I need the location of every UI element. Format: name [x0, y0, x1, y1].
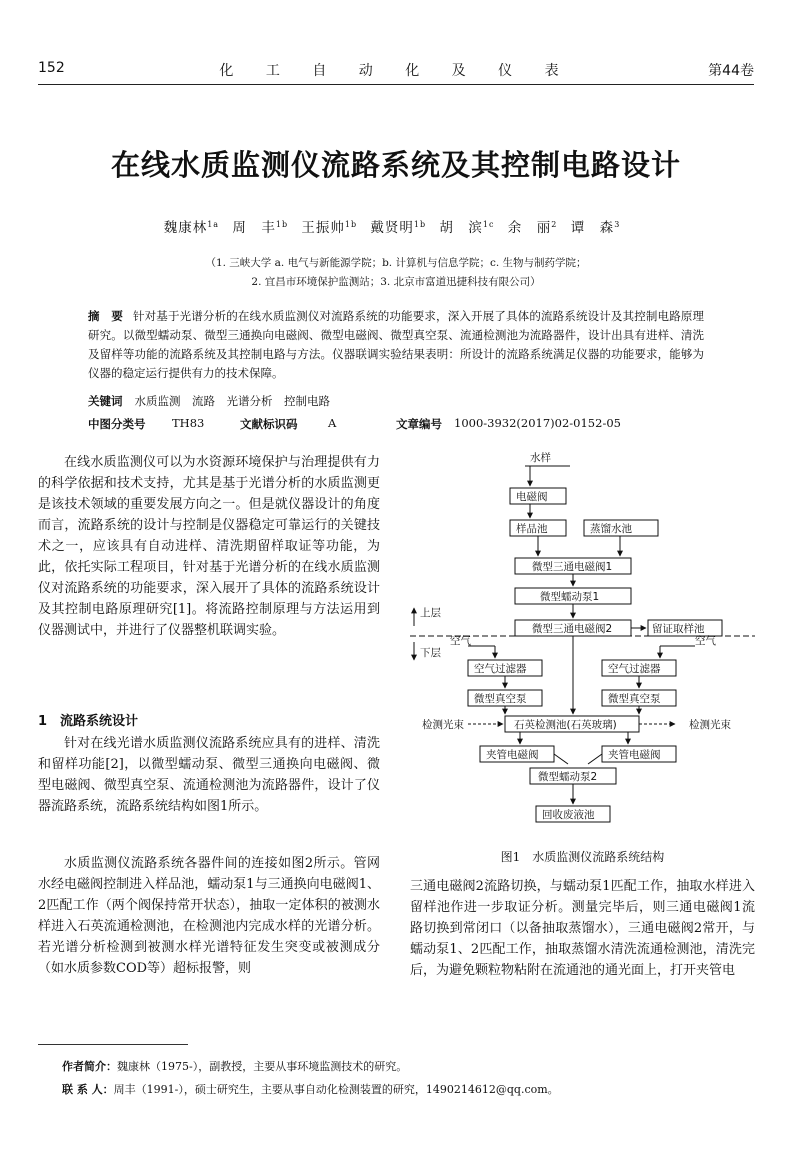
intro-paragraph: [38, 452, 380, 641]
pinch-right-label: 夹管电磁阀: [608, 749, 661, 761]
footnote-rule: [38, 1044, 188, 1045]
solenoid-label: 电磁阀: [516, 491, 548, 503]
clc-value: TH83: [172, 416, 205, 430]
body-text: 针对在线光谱水质监测仪流路系统应具有的进样、清洗和留样功能[2]，以微型蠕动泵、微型三通换向电磁阀、微型电磁阀、微型真空泵、流通检测池为流路器件，设计了仪器流路系统，流路系统结构如图1所示。: [38, 736, 380, 814]
author-list: [0, 216, 792, 236]
waste-label: 回收废液池: [542, 809, 595, 821]
journal-name: 化 工 自 动 化 及 仪 表: [219, 63, 573, 79]
pump1-label: 微型蠕动泵1: [540, 591, 600, 603]
body-paragraph: [38, 733, 380, 817]
vacuum-left-label: 微型真空泵: [474, 693, 527, 705]
abstract-text: 针对基于光谱分析的在线水质监测仪对流路系统的功能要求，深入开展了具体的流路系统设计及其控制电路原理研究。以微型蠕动泵、微型三通换向电磁阀、微型电磁阀、微型真空泵、流通检测池为流路器件，设计出具有进样、清洗及留样等功能的流路系统及其控制电路与方法。仪器联调实验结果表明：所设计的流路系统满足仪器的功能要求，能够为仪器的稳定运行提供有力的技术保障。: [88, 309, 705, 380]
keywords-text: 水质监测 流路 光谱分析 控制电路: [134, 394, 330, 408]
author-footnote: [62, 1058, 407, 1074]
intro-text: 在线水质监测仪可以为水资源环境保护与治理提供有力的科学依据和技术支持，尤其是基于光谱分析的水质监测更是该技术领域的重要发展方向之一。但是就仪器设计的角度而言，流路系统的设计与控制是仪器稳定可靠运行的关键技术之一，应该具有自动进样、清洗期留样取证等功能，为此，依托实际工程项目，针对基于光谱分析的在线水质监测仪对流路系统的功能要求，深入展开了具体的流路系统设计及其控制电路原理研究[1]。将流路控制原理与方法运用到仪器测试中，并进行了仪器整机联调实验。: [38, 455, 380, 638]
flow-diagram: [410, 448, 755, 838]
section-heading: 1 流路系统设计: [38, 714, 139, 729]
keywords: [88, 393, 330, 409]
abstract: [88, 307, 704, 383]
article-value: 1000-3932(2017)02-0152-05: [454, 416, 621, 430]
water-in-label: 水样: [530, 452, 551, 464]
author-sup: 3: [614, 219, 621, 229]
author-name: 余 丽: [507, 220, 552, 236]
affiliation-line: （1. 三峡大学 a. 电气与新能源学院；b. 计算机与信息学院；c. 生物与制药学院；: [205, 257, 587, 269]
author-name: 王振帅: [301, 220, 345, 236]
clc-label: 中图分类号: [88, 417, 146, 431]
running-header: [38, 60, 754, 82]
page-number: 152: [38, 60, 65, 76]
author-footnote-text: 魏康林（1975-），副教授，主要从事环境监测技术的研究。: [117, 1060, 408, 1073]
author-sup: 1c: [482, 219, 495, 229]
body-paragraph: [38, 853, 380, 979]
article-label: 文章编号: [396, 417, 442, 431]
vacuum-right-label: 微型真空泵: [608, 693, 661, 705]
flow-diagram-svg: [410, 448, 755, 838]
paper-title: 在线水质监测仪流路系统及其控制电路设计: [110, 148, 681, 182]
author-name: 周 丰: [232, 220, 276, 236]
author-sup: 2: [551, 219, 558, 229]
author-name: 魏康林: [163, 220, 208, 236]
pinch-left-label: 夹管电磁阀: [486, 749, 539, 761]
author-sup: 1b: [275, 219, 289, 229]
quartz-label: 石英检测池(石英玻璃): [514, 719, 617, 731]
doc-label: 文献标识码: [240, 417, 298, 431]
keywords-label: 关键词: [88, 394, 123, 408]
upper-layer-label: 上层: [420, 607, 441, 619]
author-name: 谭 森: [570, 220, 615, 236]
doc-value: A: [328, 416, 337, 430]
contact-footnote-label: 联 系 人：: [62, 1083, 114, 1096]
beam-left-label: 检测光束: [422, 719, 464, 731]
author-footnote-label: 作者简介：: [62, 1060, 117, 1073]
author-sup: 1b: [413, 219, 427, 229]
contact-footnote-text: 周丰（1991-），硕士研究生，主要从事自动化检测装置的研究，1490214612@qq.com。: [113, 1083, 559, 1096]
retention-label: 留证取样池: [652, 623, 705, 635]
volume-label: 第44卷: [708, 63, 754, 79]
filter-right-label: 空气过滤器: [608, 663, 661, 675]
pump2-label: 微型蠕动泵2: [538, 771, 598, 783]
right-column-text: 三通电磁阀2流路切换，与蠕动泵1匹配工作，抽取水样进入留样池作进一步取证分析。测量完毕后，则三通电磁阀1流路切换到常闭口（以备抽取蒸馏水），三通电磁阀2常开，与蠕动泵1、2匹配工作，抽取蒸馏水清洗流通检测池，清洗完后，为避免颗粒物粘附在流通池的通光面上，打开夹管电: [410, 879, 755, 978]
air-left-label: 空气: [450, 635, 471, 647]
author-name: 戴贤明: [370, 220, 414, 236]
sample-pool-label: 样品池: [516, 523, 548, 535]
author-sup: 1a: [207, 219, 220, 229]
author-name: 胡 滨: [439, 220, 483, 236]
figure-caption: 图1 水质监测仪流路系统结构: [500, 850, 665, 864]
valve2-label: 微型三通电磁阀2: [532, 623, 613, 635]
air-right-label: 空气: [695, 635, 716, 647]
abstract-label: 摘 要: [88, 309, 123, 323]
body-text: 水质监测仪流路系统各器件间的连接如图2所示。管网水经电磁阀控制进入样品池，蠕动泵1与三通换向电磁阀1、2匹配工作（两个阀保持常开状态），抽取一定体积的被测水样进入石英流通检测池，在检测池内完成水样的光谱分析。若光谱分析检测到被测水样光谱特征发生突变或被测成分（如水质参数COD等）超标报警，则: [38, 856, 380, 976]
header-rule: [38, 84, 754, 85]
lower-layer-label: 下层: [420, 647, 441, 659]
beam-right-label: 检测光束: [689, 719, 731, 731]
valve1-label: 微型三通电磁阀1: [532, 561, 613, 573]
contact-footnote: [62, 1081, 559, 1097]
distilled-pool-label: 蒸馏水池: [590, 523, 632, 535]
affiliation-line: 2. 宜昌市环境保护监测站；3. 北京市富道迅捷科技有限公司）: [251, 276, 541, 288]
filter-left-label: 空气过滤器: [474, 663, 527, 675]
author-sup: 1b: [344, 219, 358, 229]
